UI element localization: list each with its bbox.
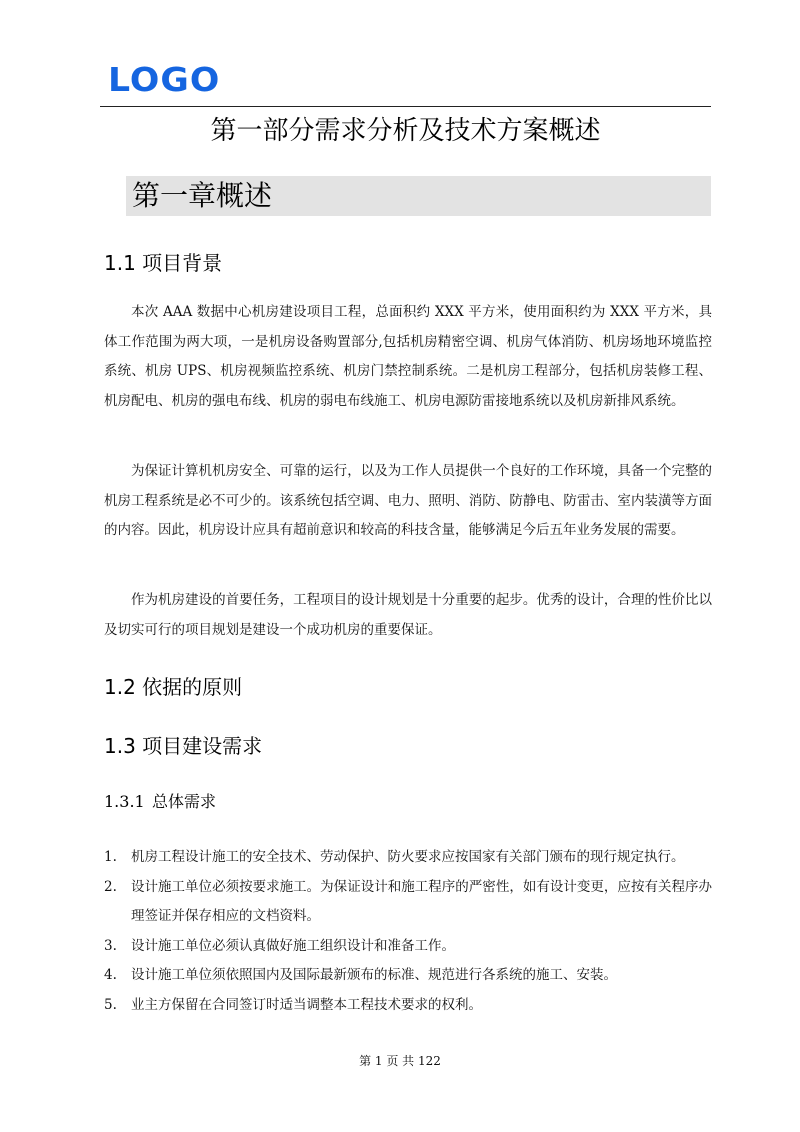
- list-item-number: 2.: [104, 878, 117, 895]
- subsection-number: 1.3.1: [104, 792, 145, 811]
- list-item: [104, 961, 712, 991]
- header-divider: [100, 106, 711, 107]
- list-item-number: 4.: [104, 967, 117, 984]
- list-item-text: 设计施工单位须依照国内及国际最新颁布的标准、规范进行各系统的施工、安装。: [131, 967, 617, 984]
- list-item-number: 3.: [104, 937, 117, 954]
- page-footer: 第 1 页 共 122: [359, 1054, 441, 1068]
- section-heading-1-2: 1.2 依据的原则: [104, 675, 243, 699]
- list-item-text: 业主方保留在合同签订时适当调整本工程技术要求的权利。: [131, 996, 482, 1013]
- section-heading-1-1: 1.1 项目背景: [104, 251, 223, 275]
- list-item-text: 设计施工单位必须按要求施工。为保证设计和施工程序的严密性，如有设计变更，应按有关程序办理签证并保存相应的文档资料。: [131, 878, 712, 925]
- subsection-heading-1-3-1: [104, 791, 216, 813]
- part-title: 第一部分需求分析及技术方案概述: [210, 116, 601, 146]
- list-item-number: 5.: [104, 996, 117, 1013]
- section-heading-1-3: 1.3 项目建设需求: [104, 734, 263, 758]
- list-item-text: 设计施工单位必须认真做好施工组织设计和准备工作。: [131, 937, 455, 954]
- chapter-title: 第一章概述: [126, 176, 711, 216]
- list-item: [104, 843, 712, 873]
- paragraph-background-1: 本次 AAA 数据中心机房建设项目工程，总面积约 XXX 平方米，使用面积约为 XXX 平方米，具体工作范围为两大项，一是机房设备购置部分,包括机房精密空调、机房气体消防、机房场地环境监控系统、机房 UPS、机房视频监控系统、机房门禁控制系统。二是机房工程部分，包括机房装修工程、机房配电、机房的强电布线、机房的弱电布线施工、机房电源防雷接地系统以及机房新排风系统。: [104, 304, 712, 409]
- list-item-number: 1.: [104, 849, 117, 865]
- list-item-text: 机房工程设计施工的安全技术、劳动保护、防火要求应按国家有关部门颁布的现行规定执行。: [131, 849, 685, 865]
- paragraph-background-2: 为保证计算机机房安全、可靠的运行，以及为工作人员提供一个良好的工作环境，具备一个完整的机房工程系统是必不可少的。该系统包括空调、电力、照明、消防、防静电、防雷击、室内装潢等方面的内容。因此，机房设计应具有超前意识和较高的科技含量，能够满足今后五年业务发展的需要。: [104, 463, 712, 539]
- subsection-title: 总体需求: [152, 792, 217, 811]
- list-item: [104, 932, 712, 962]
- list-item: [104, 991, 712, 1021]
- requirements-list: [104, 843, 712, 1021]
- list-item: [104, 873, 712, 932]
- logo: LOGO: [108, 60, 221, 99]
- paragraph-background-3: 作为机房建设的首要任务，工程项目的设计规划是十分重要的起步。优秀的设计，合理的性价比以及切实可行的项目规划是建设一个成功机房的重要保证。: [104, 592, 712, 638]
